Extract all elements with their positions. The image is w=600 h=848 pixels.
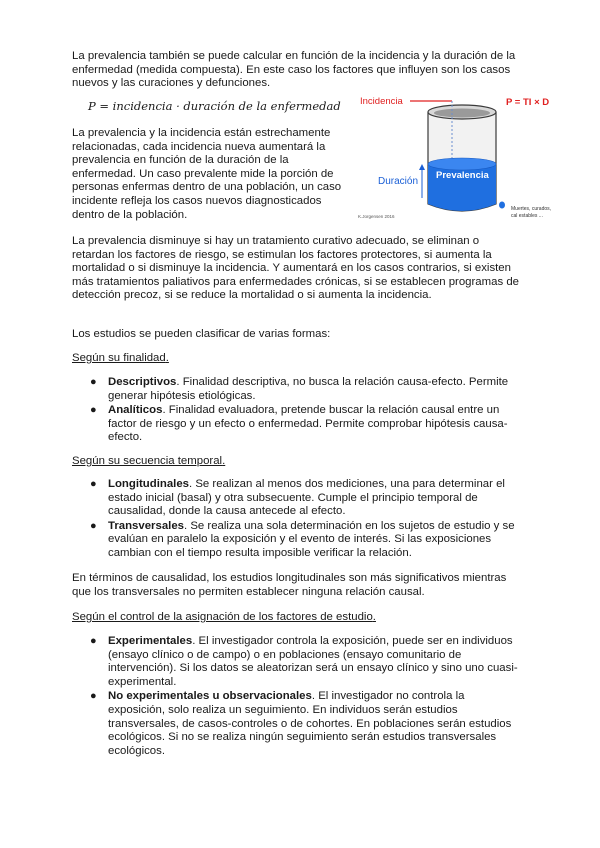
bullet-icon: ● (90, 519, 97, 532)
item-term: No experimentales u observacionales (108, 690, 312, 703)
finalidad-list (72, 376, 522, 446)
incidencia-label: Incidencia (360, 96, 403, 107)
outflow-drop (499, 202, 505, 209)
formula-label: P = TI × D (506, 97, 550, 108)
item-term: Longitudinales (108, 478, 189, 490)
prevalence-tank-figure (356, 92, 578, 226)
classify-intro: Los estudios se pueden clasificar de varias formas: (72, 328, 331, 340)
list-item (72, 635, 522, 689)
bullet-icon: ● (90, 478, 97, 490)
item-text: . El investigador no controla la exposición, solo realiza un seguimiento. En individuos serán estudios transversales, de casos-controles o de cohortes. En poblaciones serán estudios ecológicos. Si no se realiza ningún seguimiento serán estudios transversales ecológicos. (108, 690, 512, 757)
tank-opening (434, 109, 490, 118)
list-item (72, 404, 522, 445)
water-surface (428, 158, 496, 170)
outflow-label-2: cal estables ... (511, 213, 543, 219)
item-term: Transversales (108, 519, 184, 532)
list-item (72, 478, 522, 519)
section-heading-control: Según el control de la asignación de los factores de estudio. (72, 611, 376, 623)
bullet-icon: ● (90, 404, 97, 417)
item-text: . Finalidad evaluadora, pretende buscar la relación causal entre un factor de riesgo y un efecto o enfermedad. Permite comprobar hipótesis causa-efecto. (108, 404, 508, 444)
item-text: . Se realiza una sola determinación en los sujetos de estudio y se evalúan en paralelo la exposición y el evento de interés. Si las exposiciones cambian con el tiempo resulta imposible verificar la relación. (108, 519, 515, 559)
list-item (72, 690, 522, 758)
item-term: Experimentales (108, 635, 193, 647)
bullet-icon: ● (90, 635, 97, 647)
causality-paragraph: En términos de causalidad, los estudios longitudinales son más significativos mientras que los transversales no permiten establecer ninguna relación causal. (72, 572, 507, 598)
item-term: Analíticos (108, 404, 163, 417)
figure-credit: K.Jorgensen 2016 (358, 214, 395, 219)
duracion-label: Duración (378, 176, 419, 187)
bullet-icon: ● (90, 690, 97, 703)
relation-paragraph: La prevalencia y la incidencia están estrechamente relacionadas, cada incidencia nueva aumentará la prevalencia en función de la duración de la enfermedad. Un caso prevalente mide la porción de personas enfermas dentro de una población, un caso incidente refleja los casos nuevos diagnosticados dentro de la población. (72, 127, 342, 221)
prevalencia-label: Prevalencia (436, 170, 489, 181)
intro-paragraph: La prevalencia también se puede calcular en función de la incidencia y la duración de la enfermedad (medida compuesta). En este caso los factores que influyen son los casos nuevos y las curaciones y defunciones. (72, 50, 516, 90)
item-text: . Se realizan al menos dos mediciones, una para determinar el estado inicial (basal) y otra subsecuente. Cumple el principio temporal de causalidad, donde la causa antecede al efecto. (108, 478, 505, 518)
item-text: . Finalidad descriptiva, no busca la relación causa-efecto. Permite generar hipótesis etiológicas. (108, 376, 509, 402)
outflow-label-1: Muertes, curados, (511, 206, 552, 212)
prevalence-formula: P = incidencia · duración de la enfermedad (88, 99, 341, 113)
list-item (72, 376, 522, 403)
section-heading-finalidad: Según su finalidad. (72, 352, 169, 364)
duration-arrow-head (419, 164, 425, 170)
item-text: . El investigador controla la exposición, puede ser en individuos (ensayo clínico o de campo) o en poblaciones (ensayo comunitario de intervención). Si los datos se aleatorizan será un ensayo clínico y sino uno cuasi-experimental. (108, 635, 518, 688)
secuencia-list (72, 478, 522, 562)
bullet-icon: ● (90, 376, 97, 388)
item-term: Descriptivos (108, 376, 177, 388)
section-heading-secuencia: Según su secuencia temporal. (72, 455, 226, 467)
control-list (72, 635, 522, 759)
decrease-paragraph: La prevalencia disminuye si hay un tratamiento curativo adecuado, se eliminan o retardan los factores de riesgo, se estimulan los factores protectores, si aumenta la mortalidad o si disminuye la incidencia. Y aumentará en los casos contrarios, si existen más tratamientos paliativos para enfermedades crónicas, si se establecen programas de detección precoz, si se reduce la mortalidad o si aumenta la incidencia. (72, 235, 519, 302)
list-item (72, 520, 522, 561)
